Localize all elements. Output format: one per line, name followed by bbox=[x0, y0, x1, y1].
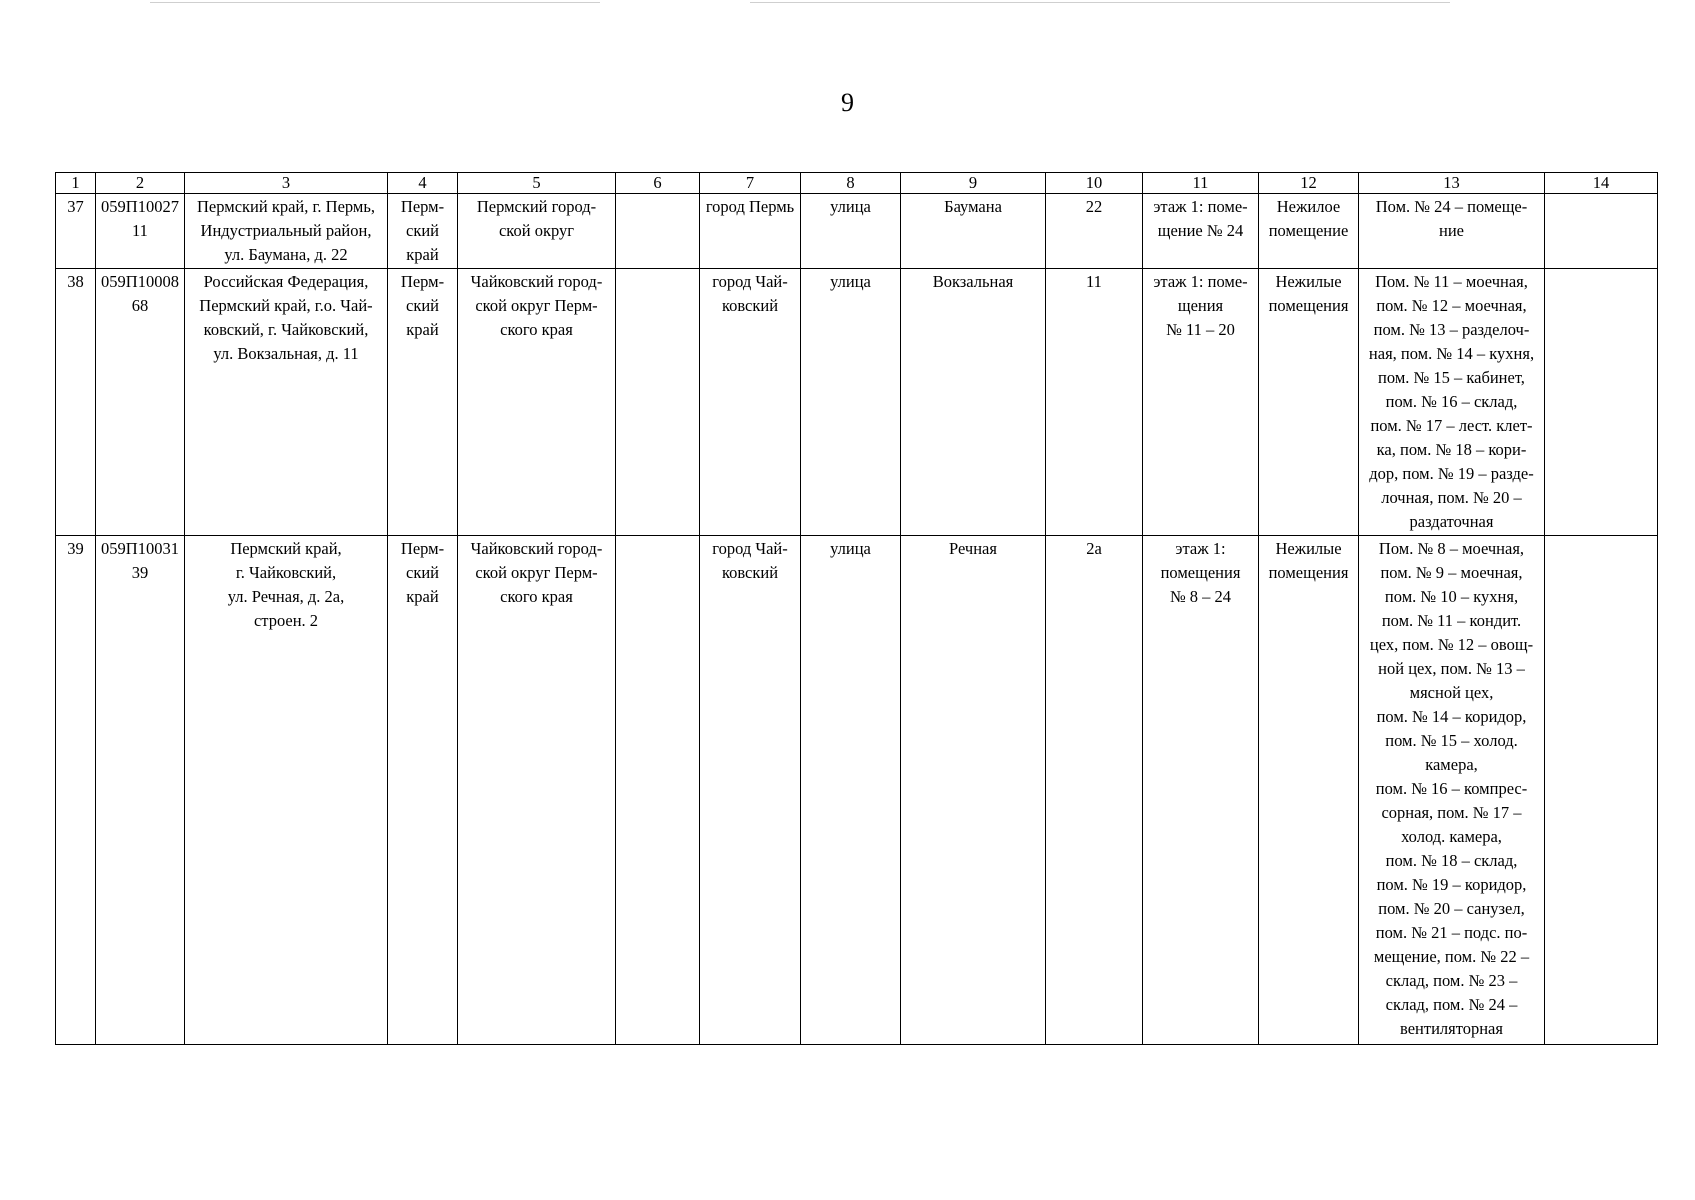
rooms-description: Пом. № 24 – помеще- ние bbox=[1359, 194, 1545, 269]
settlement: город Чай- ковский bbox=[700, 269, 801, 536]
column-number: 11 bbox=[1143, 173, 1259, 194]
street-type: улица bbox=[801, 536, 901, 1045]
premises-type: Нежилое помещение bbox=[1259, 194, 1359, 269]
street-name: Баумана bbox=[901, 194, 1046, 269]
street-type: улица bbox=[801, 194, 901, 269]
rooms-description: Пом. № 8 – моечная, пом. № 9 – моечная, пом. № 10 – кухня, пом. № 11 – кондит. цех, пом. № 12 – овощ- ной цех, пом. № 13 – мясной цех, пом. № 14 – коридор, пом. № 15 – холод. камера, пом. № 16 – компрес- сорная, пом. № 17 – холод. камера, пом. № 18 – склад, пом. № 19 – коридор, пом. № 20 – санузел, пом. № 21 – подс. по- мещение, пом. № 22 – склад, пом. № 23 – склад, пом. № 24 – вентиляторная bbox=[1359, 536, 1545, 1045]
scan-edge-mark bbox=[150, 2, 600, 3]
table-row bbox=[56, 194, 1658, 269]
region: Перм- ский край bbox=[388, 269, 458, 536]
municipality: Пермский город- ской округ bbox=[458, 194, 616, 269]
floor-rooms: этаж 1: помещения № 8 – 24 bbox=[1143, 536, 1259, 1045]
column-number: 14 bbox=[1545, 173, 1658, 194]
premises-type: Нежилые помещения bbox=[1259, 269, 1359, 536]
street-name: Вокзальная bbox=[901, 269, 1046, 536]
address: Российская Федерация, Пермский край, г.о. Чай- ковский, г. Чайковский, ул. Вокзальная, д. 11 bbox=[185, 269, 388, 536]
column-number: 9 bbox=[901, 173, 1046, 194]
column-number: 8 bbox=[801, 173, 901, 194]
address: Пермский край, г. Чайковский, ул. Речная, д. 2а, строен. 2 bbox=[185, 536, 388, 1045]
column-number: 13 bbox=[1359, 173, 1545, 194]
floor-rooms: этаж 1: поме- щения № 11 – 20 bbox=[1143, 269, 1259, 536]
address: Пермский край, г. Пермь, Индустриальный район, ул. Баумана, д. 22 bbox=[185, 194, 388, 269]
settlement: город Пермь bbox=[700, 194, 801, 269]
table-row bbox=[56, 536, 1658, 1045]
column-number-row bbox=[56, 173, 1658, 194]
floor-rooms: этаж 1: поме- щение № 24 bbox=[1143, 194, 1259, 269]
column-number: 10 bbox=[1046, 173, 1143, 194]
region: Перм- ский край bbox=[388, 536, 458, 1045]
column-number: 5 bbox=[458, 173, 616, 194]
register-table bbox=[55, 172, 1658, 1045]
table-row bbox=[56, 269, 1658, 536]
registry-number: 059П10031 39 bbox=[96, 536, 185, 1045]
row-number: 38 bbox=[56, 269, 96, 536]
scan-edge-mark bbox=[750, 2, 1450, 3]
cell-col-14 bbox=[1545, 536, 1658, 1045]
premises-type: Нежилые помещения bbox=[1259, 536, 1359, 1045]
column-number: 3 bbox=[185, 173, 388, 194]
row-number: 37 bbox=[56, 194, 96, 269]
cell-col-6 bbox=[616, 536, 700, 1045]
cell-col-6 bbox=[616, 269, 700, 536]
street-type: улица bbox=[801, 269, 901, 536]
rooms-description: Пом. № 11 – моечная, пом. № 12 – моечная, пом. № 13 – разделоч- ная, пом. № 14 – кухня, пом. № 15 – кабинет, пом. № 16 – склад, пом. № 17 – лест. клет- ка, пом. № 18 – кори- дор, пом. № 19 – разде- лочная, пом. № 20 – раздаточная bbox=[1359, 269, 1545, 536]
column-number: 12 bbox=[1259, 173, 1359, 194]
column-number: 6 bbox=[616, 173, 700, 194]
cell-col-14 bbox=[1545, 194, 1658, 269]
house-number: 22 bbox=[1046, 194, 1143, 269]
house-number: 11 bbox=[1046, 269, 1143, 536]
cell-col-14 bbox=[1545, 269, 1658, 536]
row-number: 39 bbox=[56, 536, 96, 1045]
settlement: город Чай- ковский bbox=[700, 536, 801, 1045]
house-number: 2а bbox=[1046, 536, 1143, 1045]
municipality: Чайковский город- ской округ Перм- ского края bbox=[458, 536, 616, 1045]
column-number: 4 bbox=[388, 173, 458, 194]
column-number: 1 bbox=[56, 173, 96, 194]
page-number: 9 bbox=[841, 88, 854, 117]
municipality: Чайковский город- ской округ Перм- ского края bbox=[458, 269, 616, 536]
column-number: 7 bbox=[700, 173, 801, 194]
street-name: Речная bbox=[901, 536, 1046, 1045]
registry-number: 059П10027 11 bbox=[96, 194, 185, 269]
region: Перм- ский край bbox=[388, 194, 458, 269]
column-number: 2 bbox=[96, 173, 185, 194]
cell-col-6 bbox=[616, 194, 700, 269]
registry-number: 059П10008 68 bbox=[96, 269, 185, 536]
